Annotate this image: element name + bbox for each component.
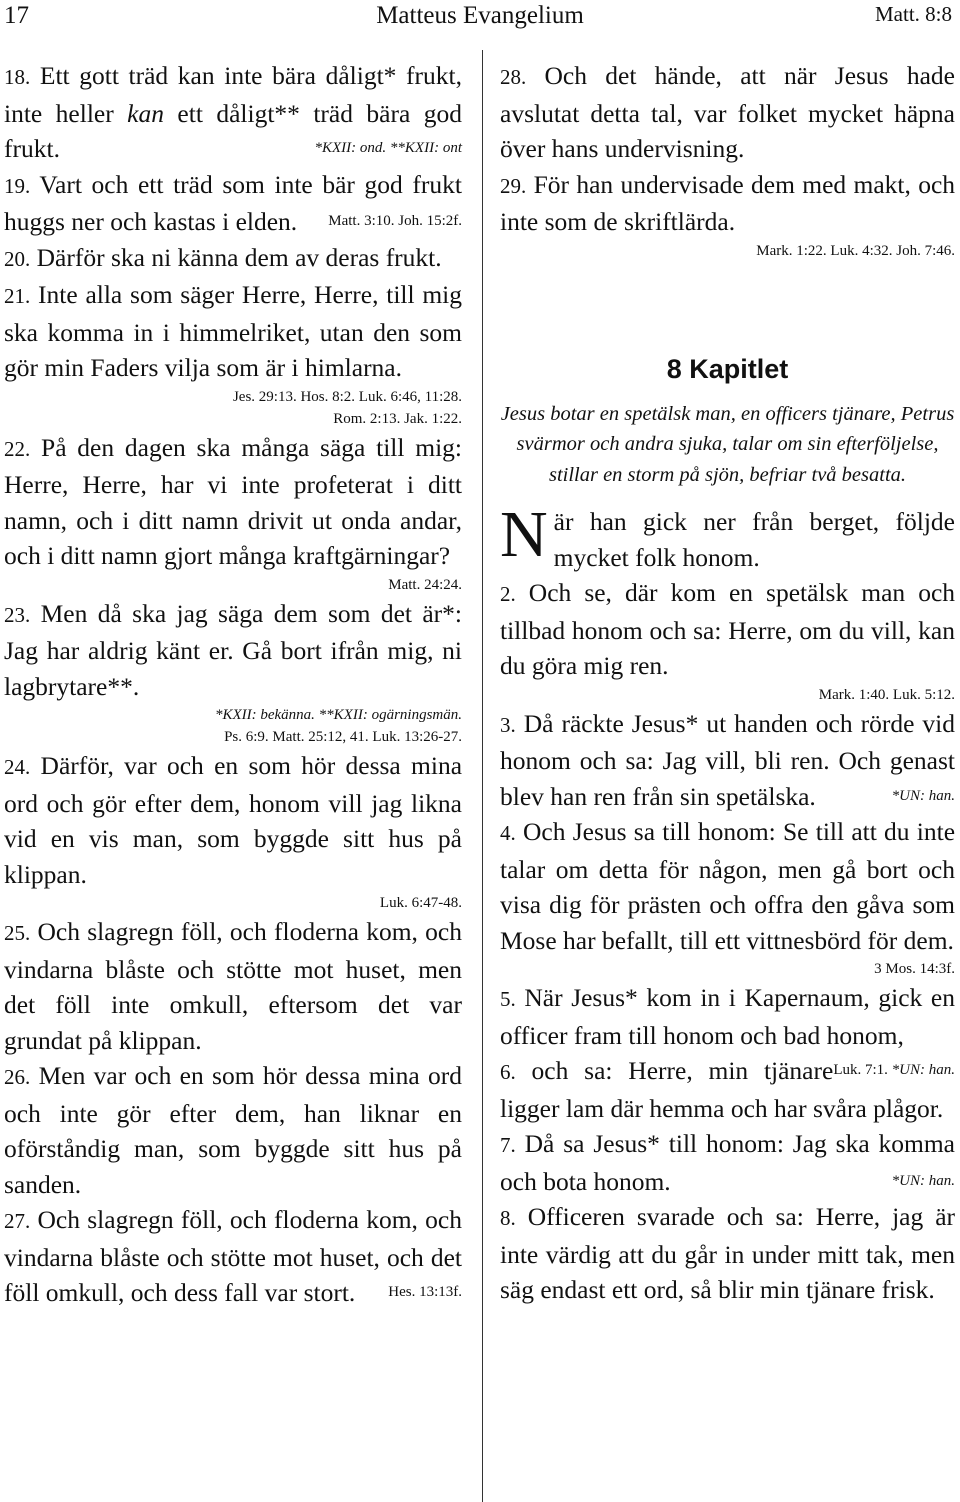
verse-number: 18. bbox=[4, 65, 31, 89]
verse-text: Officeren svarade och sa: Herre, jag är inte värdig att du går in under mitt tak, men säg endast ett ord, så blir min tjänare frisk. bbox=[500, 1202, 956, 1304]
cross-reference: Matt. 3:10. Joh. 15:2f. bbox=[328, 213, 462, 229]
verse-1 bbox=[500, 498, 955, 575]
verse-text: Och det hände, att när Jesus hade avslutat detta tal, var folket mycket häpna över hans undervisning. bbox=[500, 61, 956, 163]
verse-23 bbox=[4, 596, 462, 705]
drop-cap: N bbox=[500, 498, 548, 571]
cross-reference: Luk. 6:47-48. bbox=[379, 895, 462, 911]
cross-reference: 3 Mos. 14:3f. bbox=[874, 961, 955, 977]
cross-reference: Matt. 24:24. bbox=[388, 576, 462, 593]
verse-text: Inte alla som säger Herre, Herre, till mig ska komma in i himmelriket, utan den som gör min Faders vilja som är i himlarna. bbox=[4, 280, 463, 382]
verse-4 bbox=[500, 814, 955, 958]
verse-number: 3. bbox=[500, 712, 516, 737]
verse-text: För han undervisade dem med makt, och inte som de skriftlärda. bbox=[500, 169, 956, 236]
chapter-summary: Jesus botar en spetälsk man, en officers tjänare, Petrus svärmor och andra sjuka, talar om sin efterföljelse, stillar en storm på sjön, befriar två besatta. bbox=[500, 402, 955, 486]
cross-reference: Rom. 2:13. Jak. 1:22. bbox=[333, 410, 462, 427]
cross-reference: Jes. 29:13. Hos. 8:2. Luk. 6:46, 11:28. bbox=[232, 388, 462, 405]
right-column bbox=[500, 58, 955, 1308]
verse-number: 7. bbox=[500, 1133, 516, 1157]
verse-number: 2. bbox=[500, 582, 516, 606]
book-title: Matteus Evangelium bbox=[376, 2, 584, 29]
verse-text: På den dagen ska många säga till mig: Herre, Herre, har vi inte profeterat i ditt namn, och i ditt namn drivit ut onda andar, och i ditt namn gjort många kraftgärningar? bbox=[4, 432, 463, 570]
footnote: *UN: han. bbox=[891, 787, 955, 804]
verse-21 bbox=[4, 277, 462, 386]
chapter-title: 8 Kapitlet bbox=[666, 353, 789, 384]
verse-number: 21. bbox=[4, 284, 31, 308]
verse-text: Därför ska ni känna dem av deras frukt. bbox=[36, 242, 442, 272]
verse-28 bbox=[500, 58, 955, 167]
footnote: *UN: han. bbox=[891, 1172, 955, 1189]
verse-3 bbox=[500, 706, 955, 815]
verse-text: Och slagregn föll, och floderna kom, och vindarna blåste och stötte mot huset, men det föll inte omkull, eftersom det var grundat på klippan. bbox=[4, 917, 462, 1055]
cross-reference: Ps. 6:9. Matt. 25:12, 41. Luk. 13:26-27. bbox=[224, 729, 462, 745]
verse-emphasis: kan bbox=[127, 98, 164, 128]
footnote: *KXII: bekänna. **KXII: ogärningsmän. bbox=[214, 707, 462, 723]
verse-number: 25. bbox=[4, 921, 31, 945]
verse-20 bbox=[4, 240, 462, 278]
verse-25 bbox=[4, 914, 462, 1058]
cross-reference: Mark. 1:40. Luk. 5:12. bbox=[818, 686, 955, 703]
verse-number: 29. bbox=[500, 173, 527, 198]
verse-text: Därför, var och en som hör dessa mina ord och gör efter dem, honom vill jag likna vid en vis man, som byggde sitt hus på klippan. bbox=[4, 751, 463, 889]
verse-18 bbox=[4, 58, 462, 167]
column-divider bbox=[482, 50, 483, 1502]
verse-number: 22. bbox=[4, 436, 31, 461]
verse-7 bbox=[500, 1126, 955, 1199]
verse-text: ett dåligt** träd bära god frukt. bbox=[4, 98, 462, 163]
verse-27 bbox=[4, 1202, 462, 1311]
verse-number: 23. bbox=[4, 602, 31, 627]
left-column bbox=[4, 58, 462, 1311]
verse-text: Och Jesus sa till honom: Se till att du inte talar om detta för någon, men gå bort och visa dig för prästen och offra den gåva som Mose har befallt, till ett vittnesbörd för dem. bbox=[500, 817, 956, 955]
verse-number: 4. bbox=[500, 821, 516, 845]
verse-24 bbox=[4, 748, 462, 892]
verse-text: Men då ska jag säga dem som det är*: Jag har aldrig känt er. Gå bort ifrån mig, ni lagbrytare**. bbox=[4, 598, 463, 701]
verse-text: Vart och ett träd som inte bär god frukt huggs ner och kastas i elden. bbox=[4, 169, 462, 236]
verse-8 bbox=[500, 1199, 955, 1308]
cross-reference: Mark. 1:22. Luk. 4:32. Joh. 7:46. bbox=[756, 242, 955, 259]
verse-text: Men var och en som hör dessa mina ord och inte gör efter dem, han liknar en oförståndig man, som byggde sitt hus på sanden. bbox=[4, 1061, 463, 1199]
verse-29 bbox=[500, 167, 955, 240]
verse-text: Då sa Jesus* till honom: Jag ska komma och bota honom. bbox=[500, 1129, 956, 1196]
verse-5 bbox=[500, 980, 955, 1078]
verse-number: 28. bbox=[500, 65, 527, 89]
footnote: *KXII: ond. **KXII: ont bbox=[314, 140, 462, 156]
verse-number: 20. bbox=[4, 246, 31, 271]
verse-number: 8. bbox=[500, 1206, 516, 1230]
verse-text: Då räckte Jesus* ut handen och rörde vid honom och sa: Jag vill, bli ren. Och genast blev han ren från sin spetälska. bbox=[500, 708, 956, 811]
verse-number: 26. bbox=[4, 1065, 31, 1089]
footnote: *UN: han. bbox=[891, 1062, 955, 1078]
verse-text: När Jesus* kom in i Kapernaum, gick en officer fram till honom och bad honom, bbox=[500, 983, 955, 1050]
cross-reference: Luk. 7:1. bbox=[833, 1062, 888, 1078]
verse-text: Ett gott träd kan inte bära dåligt* frukt, inte heller bbox=[4, 61, 462, 128]
chapter-verse-reference: Matt. 8:8 bbox=[875, 2, 952, 26]
verse-number: 27. bbox=[4, 1209, 31, 1233]
verse-text: och sa: Herre, min tjänare ligger lam där hemma och har svåra plågor. bbox=[500, 1056, 944, 1123]
verse-2 bbox=[500, 575, 955, 684]
cross-reference: Hes. 13:13f. bbox=[388, 1284, 462, 1300]
verse-19 bbox=[4, 167, 462, 240]
page-number: 17 bbox=[4, 2, 29, 29]
verse-number: 6. bbox=[500, 1060, 516, 1084]
verse-annotation bbox=[833, 1053, 955, 1089]
verse-number: 5. bbox=[500, 987, 516, 1011]
verse-26 bbox=[4, 1058, 462, 1202]
page-header bbox=[0, 0, 960, 40]
verse-22 bbox=[4, 430, 462, 574]
verse-text: Och se, där kom en spetälsk man och tillbad honom och sa: Herre, om du vill, kan du göra mig ren. bbox=[500, 578, 956, 680]
verse-number: 24. bbox=[4, 755, 31, 779]
verse-text: är han gick ner från berget, följde mycket folk honom. bbox=[553, 507, 955, 572]
verse-text: Och slagregn föll, och floderna kom, och vindarna blåste och stötte mot huset, och det föll omkull, och dess fall var stort. bbox=[4, 1205, 462, 1307]
verse-number: 19. bbox=[4, 173, 31, 198]
